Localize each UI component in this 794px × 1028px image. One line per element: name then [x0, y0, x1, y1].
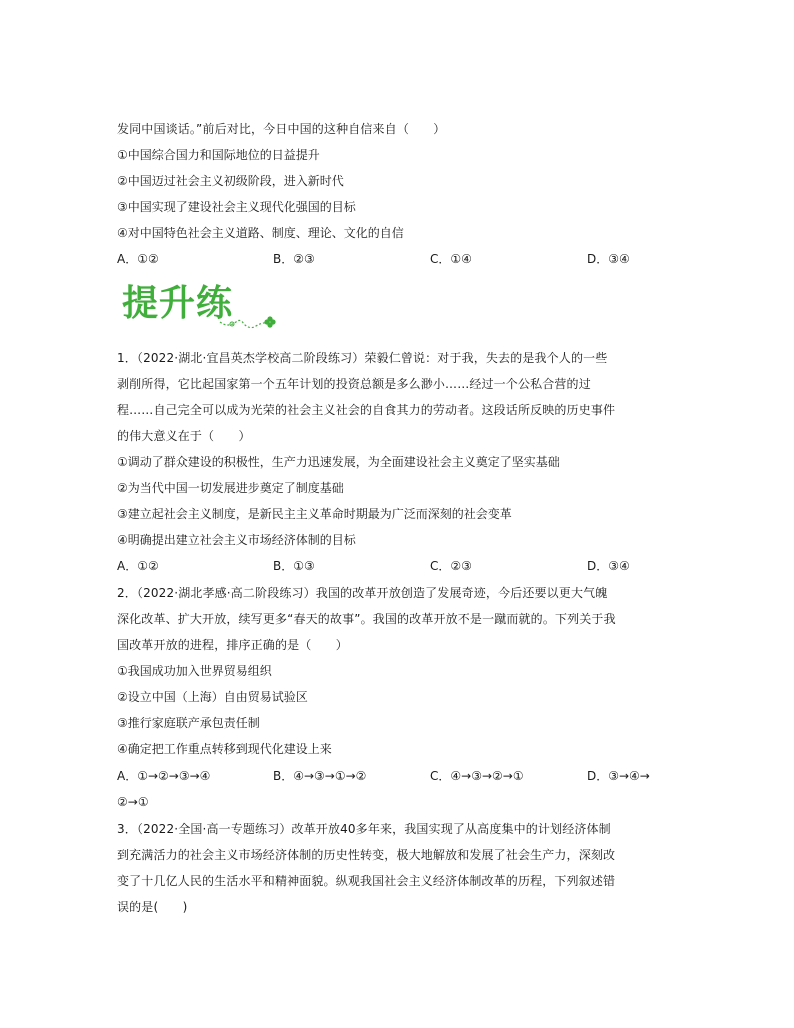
q3-stem-line-2: 到充满活力的社会主义市场经济体制的历史性转变，极大地解放和发展了社会生产力，深刻改	[117, 848, 616, 862]
q2-option-d-wrap: ②→①	[117, 795, 149, 809]
q1-stem-line-2: 剥削所得，它比起国家第一个五年计划的投资总额是多么渺小……经过一个公私合营的过	[117, 377, 591, 391]
q2-item-1: ①我国成功加入世界贸易组织	[117, 664, 272, 678]
intro-stem: 发同中国谈话。”前后对比，今日中国的这种自信来自（ ）	[117, 122, 446, 136]
q2-stem-line-1: 2．（2022·湖北孝感·高二阶段练习）我国的改革开放创造了发展奇迹，今后还要以更大气魄	[117, 586, 608, 600]
clover-icon	[264, 316, 275, 327]
q1-option-c: C．②③	[430, 559, 472, 573]
q2-item-4: ④确定把工作重点转移到现代化建设上来	[117, 742, 332, 756]
q1-item-2: ②为当代中国一切发展进步奠定了制度基础	[117, 481, 344, 495]
section-title: 提升练	[122, 283, 234, 324]
q2-stem-line-3: 国改革开放的进程，排序正确的是（ ）	[117, 638, 348, 652]
q3-stem-line-3: 变了十几亿人民的生活水平和精神面貌。纵观我国社会主义经济体制改革的历程，下列叙述错	[117, 874, 616, 888]
intro-option-d: D．③④	[587, 252, 630, 266]
intro-item-3: ③中国实现了建设社会主义现代化强国的目标	[117, 200, 356, 214]
q2-option-c: C．④→③→②→①	[430, 769, 524, 783]
intro-option-b: B．②③	[273, 252, 315, 266]
intro-option-c: C．①④	[430, 252, 472, 266]
q2-option-b: B．④→③→①→②	[273, 769, 367, 783]
intro-item-2: ②中国迈过社会主义初级阶段，进入新时代	[117, 174, 344, 188]
q2-stem-line-2: 深化改革、扩大开放，续写更多“春天的故事”。我国的改革开放不是一蹴而就的。下列关于我	[117, 612, 616, 626]
q1-item-3: ③建立起社会主义制度，是新民主主义革命时期最为广泛而深刻的社会变革	[117, 507, 512, 521]
q1-stem-line-1: 1．（2022·湖北·宜昌英杰学校高二阶段练习）荣毅仁曾说：对于我，失去的是我个人的一些	[117, 351, 608, 365]
q1-item-4: ④明确提出建立社会主义市场经济体制的目标	[117, 533, 356, 547]
q1-option-d: D．③④	[587, 559, 630, 573]
q1-option-a: A．①②	[117, 559, 159, 573]
intro-option-a: A．①②	[117, 252, 159, 266]
q1-stem-line-3: 程……自己完全可以成为光荣的社会主义社会的自食其力的劳动者。这段话所反映的历史事件	[117, 403, 616, 417]
q2-option-a: A．①→②→③→④	[117, 769, 211, 783]
q1-stem-line-4: 的伟大意义在于（ ）	[117, 429, 251, 443]
q2-option-d: D．③→④→	[587, 769, 650, 783]
q1-option-b: B．①③	[273, 559, 315, 573]
q1-item-1: ①调动了群众建设的积极性，生产力迅速发展，为全面建设社会主义奠定了坚实基础	[117, 455, 560, 469]
q3-stem-line-1: 3．（2022·全国·高一专题练习）改革开放40多年来，我国实现了从高度集中的计划经济体制	[117, 822, 611, 836]
flourish-icon	[120, 282, 290, 332]
section-banner	[120, 282, 290, 332]
intro-item-1: ①中国综合国力和国际地位的日益提升	[117, 148, 320, 162]
q2-item-3: ③推行家庭联产承包责任制	[117, 716, 260, 730]
intro-item-4: ④对中国特色社会主义道路、制度、理论、文化的自信	[117, 226, 404, 240]
q2-item-2: ②设立中国（上海）自由贸易试验区	[117, 690, 308, 704]
q3-stem-line-4: 误的是( )	[117, 900, 188, 914]
